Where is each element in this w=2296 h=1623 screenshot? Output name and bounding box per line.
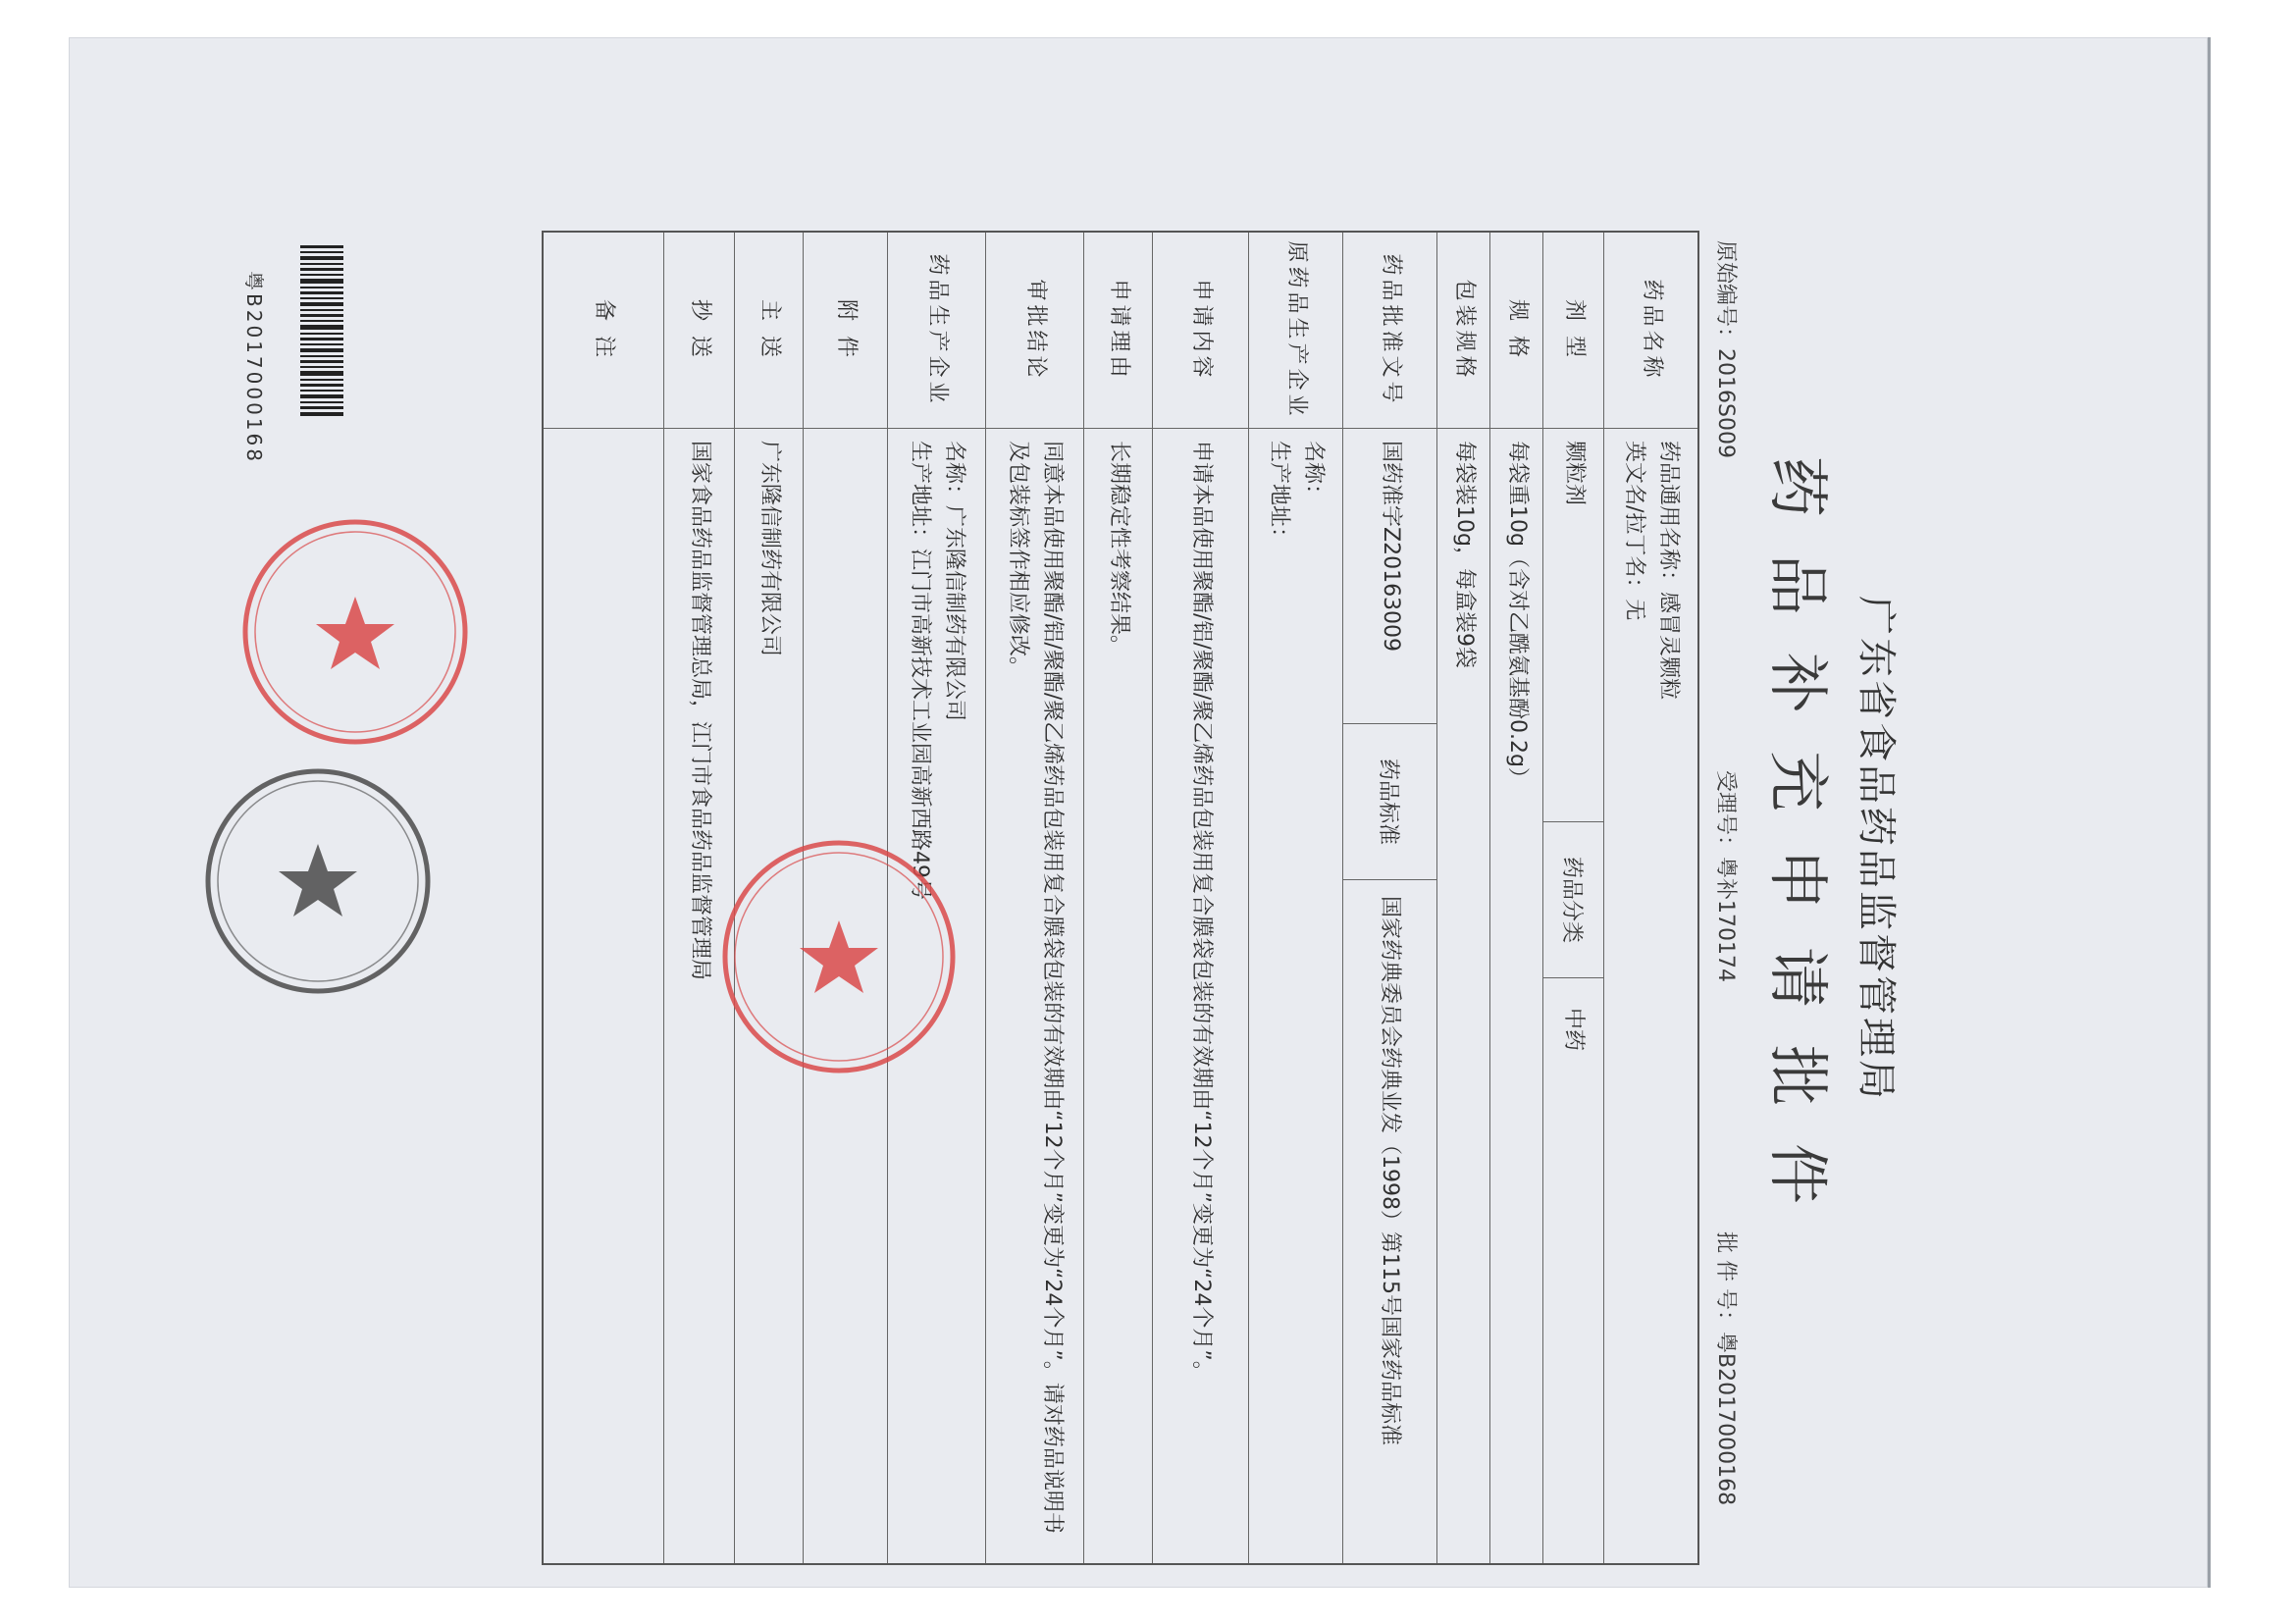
row-approval-conclusion xyxy=(985,233,1083,1563)
approval-document-number: 批 件 号：粤B2017000168 xyxy=(1713,1231,1738,1506)
application-reason-value: 长期稳定性考察结果。 xyxy=(1106,441,1131,657)
label-dosage-form: 剂 型 xyxy=(1543,233,1603,429)
label-application-content: 申请内容 xyxy=(1153,233,1248,429)
reference-numbers xyxy=(1709,240,1743,1516)
packaging-value: 每袋装10g，每盒装9袋 xyxy=(1451,441,1477,668)
dosage-form-value: 颗粒剂 xyxy=(1561,441,1587,506)
label-producer: 药品生产企业 xyxy=(888,233,985,429)
recipient-value: 广东隆信制药有限公司 xyxy=(757,441,782,657)
label-original-manufacturer: 原药品生产企业 xyxy=(1249,233,1342,429)
spec-value: 每袋重10g（含对乙酰氨基酚0.2g） xyxy=(1504,441,1530,789)
original-manufacturer-name-label: 名称： xyxy=(1300,441,1326,506)
label-recipient: 主 送 xyxy=(735,233,803,429)
drug-generic-name: 药品通用名称：感冒灵颗粒 xyxy=(1655,441,1681,701)
approval-table xyxy=(542,231,1699,1565)
row-original-manufacturer xyxy=(1248,233,1342,1563)
label-approval-conclusion: 审批结论 xyxy=(986,233,1083,429)
barcode-number: 粤B2017000168 xyxy=(242,271,266,464)
label-remarks: 备 注 xyxy=(544,233,663,429)
row-approval-number xyxy=(1342,233,1436,1563)
issuer-heading: 广东省食品药品监督管理局 xyxy=(1853,596,1899,1102)
label-attachments: 附 件 xyxy=(804,233,887,429)
approval-number-value: 国药准字Z20163009 xyxy=(1378,441,1403,653)
row-remarks xyxy=(544,233,663,1563)
drug-class-value: 中药 xyxy=(1561,1008,1586,1052)
label-drug-standard: 药品标准 xyxy=(1343,723,1436,880)
cc-value: 国家食品药品监督管理总局，江门市食品药品监督管理局 xyxy=(687,441,712,981)
label-cc: 抄 送 xyxy=(664,233,734,429)
drug-english-name: 英文名/拉丁名：无 xyxy=(1622,441,1647,621)
application-content-value: 申请本品使用聚酯/铝/聚酯/聚乙烯药品包装用复合膜袋包装的有效期由“12个月”变更为“24个月”。 xyxy=(1188,441,1214,1383)
red-official-seal-left xyxy=(237,514,473,750)
acceptance-number: 受理号：粤补170174 xyxy=(1713,770,1738,982)
barcode xyxy=(300,245,343,418)
label-drug-name: 药品名称 xyxy=(1604,233,1697,429)
approval-conclusion-value: 同意本品使用聚酯/铝/聚酯/聚乙烯药品包装用复合膜袋包装的有效期由“12个月”变更为“24个月”。请对药品说明书及包装标签作相应修改。 xyxy=(1006,441,1065,1534)
row-spec xyxy=(1489,233,1542,1563)
label-drug-class: 药品分类 xyxy=(1543,821,1603,978)
row-application-reason xyxy=(1083,233,1152,1563)
row-dosage-form xyxy=(1542,233,1603,1563)
row-drug-name xyxy=(1603,233,1697,1563)
original-number: 原始编号：2016S009 xyxy=(1713,240,1738,458)
producer-address: 生产地址：江门市高新技术工业园高新西路49号 xyxy=(908,441,933,900)
drug-standard-value: 国家药典委员会药典业发（1998）第115号国家药品标准 xyxy=(1378,896,1402,1445)
document-title: 药品补充申请批件 xyxy=(1762,455,1834,1241)
label-spec: 规 格 xyxy=(1490,233,1542,429)
gray-official-seal xyxy=(200,763,436,999)
original-manufacturer-address-label: 生产地址： xyxy=(1267,441,1292,550)
producer-name: 名称：广东隆信制药有限公司 xyxy=(941,441,966,722)
red-company-seal xyxy=(716,834,962,1079)
scanned-page xyxy=(69,37,2211,1588)
label-approval-number: 药品批准文号 xyxy=(1343,233,1436,429)
row-packaging xyxy=(1436,233,1489,1563)
remarks-value xyxy=(544,441,663,1549)
row-application-content xyxy=(1152,233,1248,1563)
label-application-reason: 申请理由 xyxy=(1084,233,1152,429)
label-packaging: 包装规格 xyxy=(1437,233,1489,429)
